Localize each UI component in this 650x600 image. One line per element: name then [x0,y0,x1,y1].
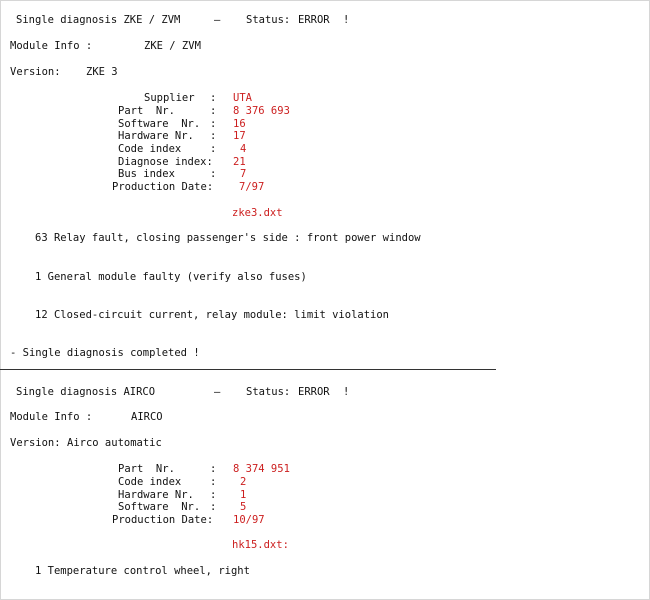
detail-value: 21 [233,156,246,168]
section1-module-info-value: ZKE / ZVM [144,40,201,52]
section1-version-value: ZKE 3 [86,66,118,78]
detail-colon: : [210,143,217,155]
detail-value: 5 [240,501,247,513]
detail-colon: : [210,476,217,488]
detail-label: Code index [118,143,182,155]
section1-version-label: Version: [10,66,61,78]
detail-label: Hardware Nr. [118,489,194,501]
section1-status-value: ERROR [298,14,330,26]
detail-label: Diagnose index: [118,156,213,168]
detail-colon: : [210,463,217,475]
section1-fault-1: 63 Relay fault, closing passenger's side : front power window [35,232,421,244]
detail-value: 1 [240,489,247,501]
section2-version-label: Version: [10,437,61,449]
section-divider [0,369,496,370]
detail-colon: : [210,118,217,130]
detail-colon: : [210,130,217,142]
detail-value: 7 [240,168,247,180]
detail-value: 17 [233,130,246,142]
detail-value: 16 [233,118,246,130]
detail-colon: : [210,105,217,117]
section1-heading: Single diagnosis ZKE / ZVM [16,14,181,26]
detail-value: 8 376 693 [233,105,290,117]
section1-module-info-label: Module Info : [10,40,93,52]
section1-fault-2: 1 General module faulty (verify also fuses) [35,271,307,283]
detail-label: Bus index [118,168,175,180]
detail-label: Production Date: [112,514,214,526]
detail-colon: : [210,501,217,513]
section2-version-value: Airco automatic [67,437,162,449]
section2-heading: Single diagnosis AIRCO [16,386,156,398]
section2-fault-1: 1 Temperature control wheel, right [35,565,250,577]
section2-status-mark: ! [343,386,350,398]
detail-colon: : [210,92,217,104]
section1-dash: – [214,14,221,26]
section2-status-value: ERROR [298,386,330,398]
detail-colon: : [210,168,217,180]
detail-colon: : [210,489,217,501]
detail-label: Part Nr. [118,105,175,117]
detail-value: 8 374 951 [233,463,290,475]
section2-module-info-value: AIRCO [131,411,163,423]
detail-value: 4 [240,143,247,155]
detail-label: Hardware Nr. [118,130,194,142]
section1-status-label: Status: [246,14,291,26]
section2-file-name: hk15.dxt: [232,539,289,551]
detail-label: Production Date: [112,181,214,193]
section1-file-name: zke3.dxt [232,207,283,219]
detail-value: UTA [233,92,252,104]
section1-completed: - Single diagnosis completed ! [10,347,200,359]
section2-dash: – [214,386,221,398]
section1-status-mark: ! [343,14,350,26]
detail-label: Software Nr. [118,501,201,513]
section1-fault-3: 12 Closed-circuit current, relay module: limit violation [35,309,390,321]
detail-label: Code index [118,476,182,488]
detail-label: Part Nr. [118,463,175,475]
detail-label: Software Nr. [118,118,201,130]
detail-value: 2 [240,476,247,488]
detail-value: 10/97 [233,514,265,526]
section2-status-label: Status: [246,386,291,398]
detail-value: 7/97 [239,181,265,193]
detail-label: Supplier [144,92,195,104]
section2-module-info-label: Module Info : [10,411,93,423]
